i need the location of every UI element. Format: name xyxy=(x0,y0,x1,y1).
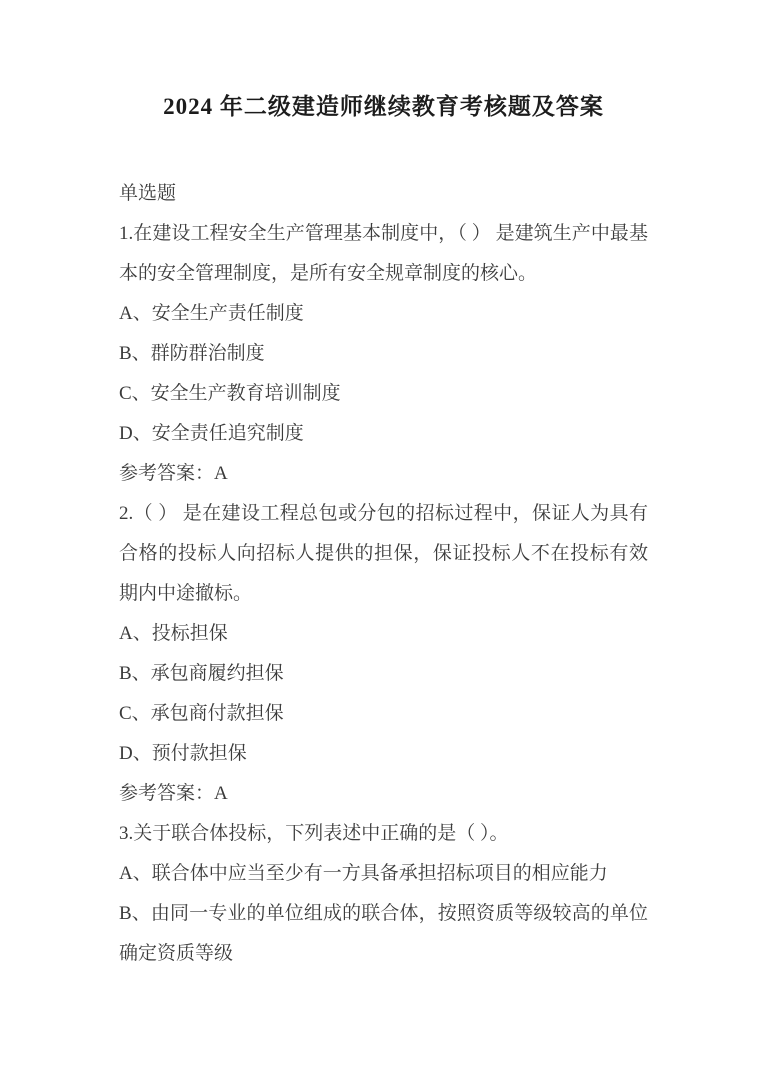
question-1-option-d: D、安全责任追究制度 xyxy=(119,423,304,444)
question-1-option-b: B、群防群治制度 xyxy=(119,343,265,364)
question-1-stem: 1.在建设工程安全生产管理基本制度中，（ ） 是建筑生产中最基本的安全管理制度，是所有安全规章制度的核心。 xyxy=(119,223,648,284)
question-1-answer: 参考答案：A xyxy=(119,463,228,484)
question-3-option-b: B、由同一专业的单位组成的联合体，按照资质等级较高的单位确定资质等级 xyxy=(119,903,648,964)
question-3-option-a: A、联合体中应当至少有一方具备承担招标项目的相应能力 xyxy=(119,863,608,884)
document-title: 2024 年二级建造师继续教育考核题及答案 xyxy=(163,94,604,119)
question-2-option-c: C、承包商付款担保 xyxy=(119,703,284,724)
question-1-option-c: C、安全生产教育培训制度 xyxy=(119,383,341,404)
question-2-answer: 参考答案：A xyxy=(119,783,228,804)
section-label: 单选题 xyxy=(119,183,177,204)
question-2-option-b: B、承包商履约担保 xyxy=(119,663,284,684)
question-2-option-a: A、投标担保 xyxy=(119,623,228,644)
question-2-stem: 2.（ ） 是在建设工程总包或分包的招标过程中，保证人为具有合格的投标人向招标人提供的担保，保证投标人不在投标有效期内中途撤标。 xyxy=(119,503,648,604)
question-2-option-d: D、预付款担保 xyxy=(119,743,247,764)
question-1-option-a: A、安全生产责任制度 xyxy=(119,303,304,324)
question-3-stem: 3.关于联合体投标，下列表述中正确的是（ ）。 xyxy=(119,823,509,844)
document-body xyxy=(119,174,648,974)
